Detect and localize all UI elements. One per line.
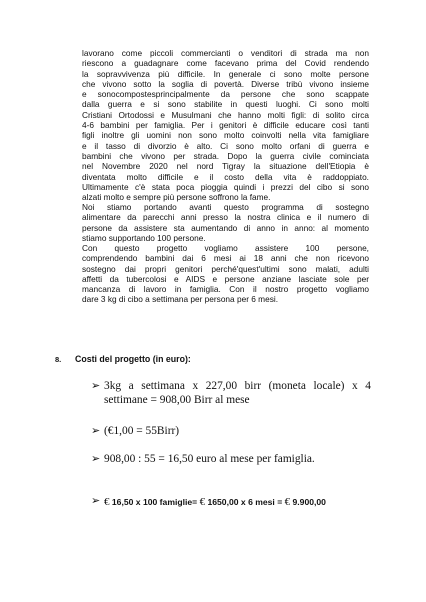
text-line: figli inoltre gli uomini non sono molto coinvolti nella vita famigliare	[82, 130, 369, 141]
text-line: nel Novembre 2020 nel nord Tigray la situazione dell'Etiopia è	[82, 161, 369, 172]
text-line: riescono a guadagnare come facevano prima del Covid rendendo	[82, 58, 369, 69]
text-line: lavorano come piccoli commercianti o venditori di strada ma non	[82, 48, 369, 58]
bullet-text: settimane = 908,00 Birr al mese	[104, 394, 250, 406]
bullet-item	[91, 424, 371, 438]
arrow-bullet-icon: ➢	[91, 424, 101, 437]
section-heading	[55, 354, 191, 364]
text-line: e sonocompostesprincipalmente da persone che sono scappate	[82, 89, 369, 100]
paragraph-context	[82, 48, 369, 202]
arrow-bullet-icon: ➢	[91, 452, 101, 465]
text-line: Ultimamente c'è stata poca pioggia quindi i prezzi del cibo si sono	[82, 181, 369, 192]
arrow-bullet-icon: ➢	[91, 379, 101, 392]
text-line: comprendendo bambini dai 6 mesi ai 18 anni che non ricevono	[82, 253, 369, 264]
text-line: che vivono sotto la soglia di povertà. Diverse tribù vivono insieme	[82, 78, 369, 89]
text-line: alimentare da parecchi anni presso la nostra clinica e il numero di	[82, 212, 369, 223]
total-part: 1650,00 x 6 mesi =	[205, 497, 285, 507]
bullet-text: 3kg a settimana x 227,00 birr (moneta locale) x 4	[104, 380, 371, 392]
text-line: mancanza di lavoro in famiglia. Con il nostro progetto vogliamo	[82, 284, 369, 295]
euro-symbol: €	[284, 496, 291, 508]
text-line: persone da assistere sta aumentando di anno in anno: al momento	[82, 222, 369, 233]
text-line: alzati molto e sempre più persone soffrono la fame.	[82, 192, 271, 203]
section-title: Costi del progetto (in euro):	[75, 354, 191, 364]
euro-symbol: €	[199, 496, 206, 508]
text-line: la sopravvivenza più difficile. In generale ci sono molte persone	[82, 68, 369, 79]
total-part: 16,50 x 100 famiglie=	[109, 497, 200, 507]
text-line: Noi stiamo portando avanti questo programma di sostegno	[82, 202, 369, 212]
paragraph-project	[82, 243, 369, 305]
text-line: sostegno dai propri genitori perché'quest'ultimi sono malati, adulti	[82, 263, 369, 274]
bullet-item	[91, 379, 371, 407]
bullet-text: 908,00 : 55 = 16,50 euro al mese per famiglia.	[104, 453, 315, 465]
text-line: dare 3 kg di cibo a settimana per persona per 6 mesi.	[82, 294, 279, 305]
total-cost-text	[91, 495, 371, 509]
text-line: Cristiani Ortodossi e Musulmani che hanno molti figli: di solito circa	[82, 109, 369, 120]
text-line: affetti da tubercolosi e AIDS e persone anziane lasciate sole per	[82, 273, 369, 284]
text-line: e il tasso di divorzio è alto. Ci sono molto orfani di guerra e	[82, 140, 369, 151]
text-line: Con questo progetto vogliamo assistere 100 persone,	[82, 243, 369, 253]
euro-symbol: €	[104, 496, 110, 508]
text-line: bambini che vivono per strada. Dopo la guerra civile cominciata	[82, 150, 369, 161]
bullet-item	[91, 452, 371, 466]
text-line: diventata molto difficile e il costo della vita è raddoppiato.	[82, 171, 369, 182]
section-number: 8.	[55, 355, 62, 364]
text-line: stiamo supportando 100 persone.	[82, 232, 206, 243]
total-part: 9.900,00	[290, 497, 326, 507]
text-line: 4-6 bambini per famiglia. Per i genitori è difficile educare così tanti	[82, 120, 369, 131]
text-line: dalla guerra e si sono stabilite in questi luoghi. Ci sono molti	[82, 99, 369, 110]
bullet-item-total	[91, 495, 371, 509]
arrow-bullet-icon: ➢	[91, 494, 101, 507]
bullet-text: (€1,00 = 55Birr)	[104, 425, 180, 437]
paragraph-program	[82, 202, 369, 243]
